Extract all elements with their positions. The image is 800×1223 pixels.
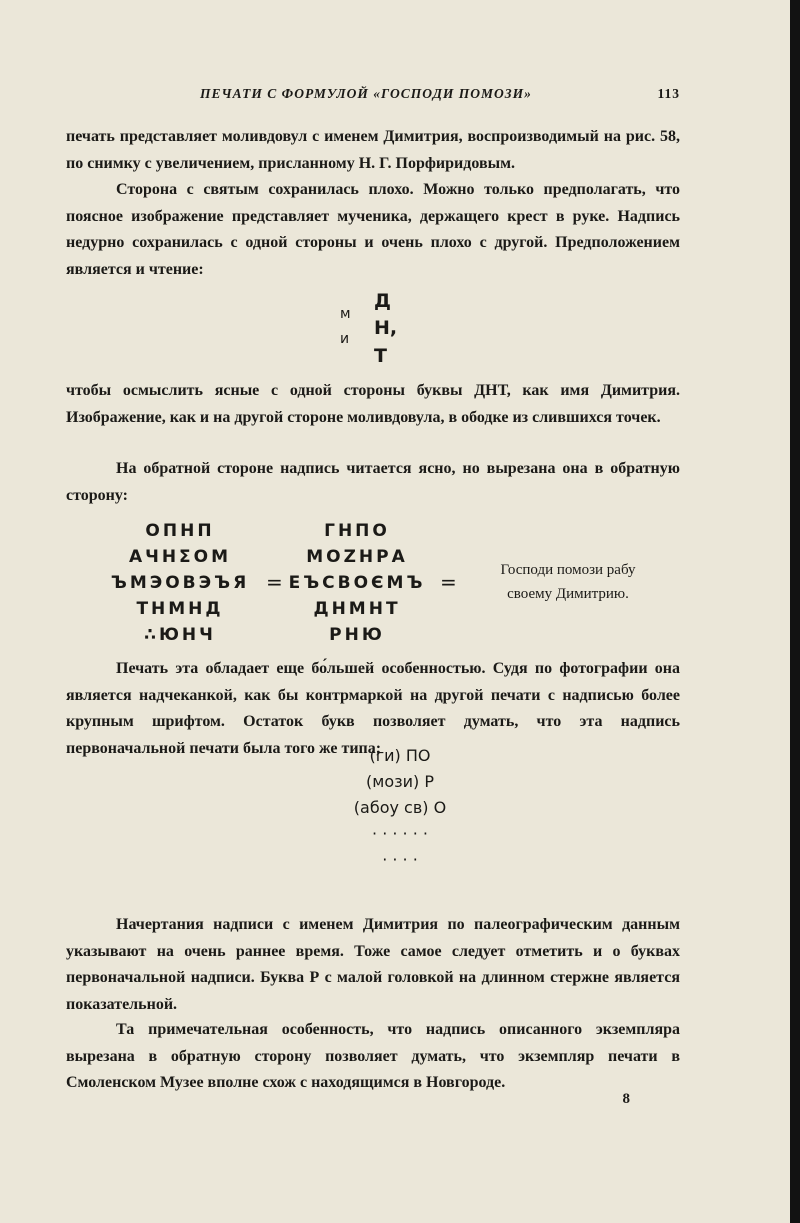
normal-line: МОΖНРА [306,547,408,567]
normal-line: ЕЪСВОЄМЪ [288,573,426,593]
reconstruction-line: (ги) ПО [369,746,431,765]
translation-line: своему Димитрию. [507,586,629,602]
paragraph-3: чтобы осмыслить ясные с одной стороны буквы ДНТ, как имя Димитрия. Изображение, как и на другой стороне моливдовула, в ободке из слившихся точек. [66,382,680,426]
reading-letter-t: Т [374,345,387,367]
paragraph-1: печать представляет моливдовул с именем Димитрия, воспроизводимый на рис. 58, по снимку с увеличением, присланному Н. Г. Порфиридовым. [66,128,680,172]
translation-line: Господи помози рабу [500,562,636,578]
printer-signature: 8 [622,1091,630,1107]
mirrored-line: ТНМНД [136,599,224,619]
inscription-normal [286,518,428,648]
mirrored-line: ∴ЮНЧ [144,625,216,645]
reading-letter-m: м [340,306,351,322]
reading-letter-n: Н, [374,317,398,339]
mirrored-line: АЧНΣОМ [128,547,232,567]
paragraph-5: Печать эта обладает еще бо́льшей особенностью. Судя по фотографии она является надчеканкой, как бы контрмаркой на другой печати с надписью более крупным шрифтом. Остаток букв позволяет думать, что эта надпись первоначальной печати была того же типа; [66,660,680,757]
inscription-translation [478,558,658,606]
reading-letter-d: Д [374,290,391,312]
paragraph-7: Та примечательная особенность, что надпись описанного экземпляра вырезана в обратную сторону позволяет думать, что экземпляр печати в Смоленском Музее вполне схож с находящимся в Новгороде. [66,1021,680,1091]
running-title: ПЕЧАТИ С ФОРМУЛОЙ «ГОСПОДИ ПОМОЗИ» [200,86,532,101]
equals-sign-2: = [440,570,457,594]
paragraph-4: На обратной стороне надпись читается ясно, но вырезана она в обратную сторону: [66,460,680,504]
normal-line: ГНПО [324,521,390,541]
page-number: 113 [657,86,680,101]
inscription-mirrored [110,518,250,648]
paragraph-6: Начертания надписи с именем Димитрия по палеографическим данным указывают на очень раннее время. Тоже самое следует отметить и о буквах первоначальной надписи. Буква Р с малой головкой на длинном стержне является показательной. [66,916,680,1013]
reconstruction-figure [300,743,500,873]
paragraph-2: Сторона с святым сохранилась плохо. Можно только предполагать, что поясное изображение представляет мученика, держащего крест в руке. Надпись недурно сохранилась с одной стороны и очень плохо с другой. Предположением является и чтение: [66,181,680,278]
mirrored-line: ЪМЭОВЭЪЯ [110,573,250,593]
reconstruction-dots: · · · · · · [372,824,428,843]
reconstruction-dots: · · · · [382,850,418,869]
normal-line: РНЮ [329,625,385,645]
mirrored-line: ОПНП [145,521,215,541]
reconstruction-line: (абоу св) О [353,798,447,817]
equals-sign-1: = [266,570,283,594]
normal-line: ДНМНТ [313,599,401,619]
reconstruction-line: (мози) Р [366,772,434,791]
reading-letter-i: и [340,331,350,347]
